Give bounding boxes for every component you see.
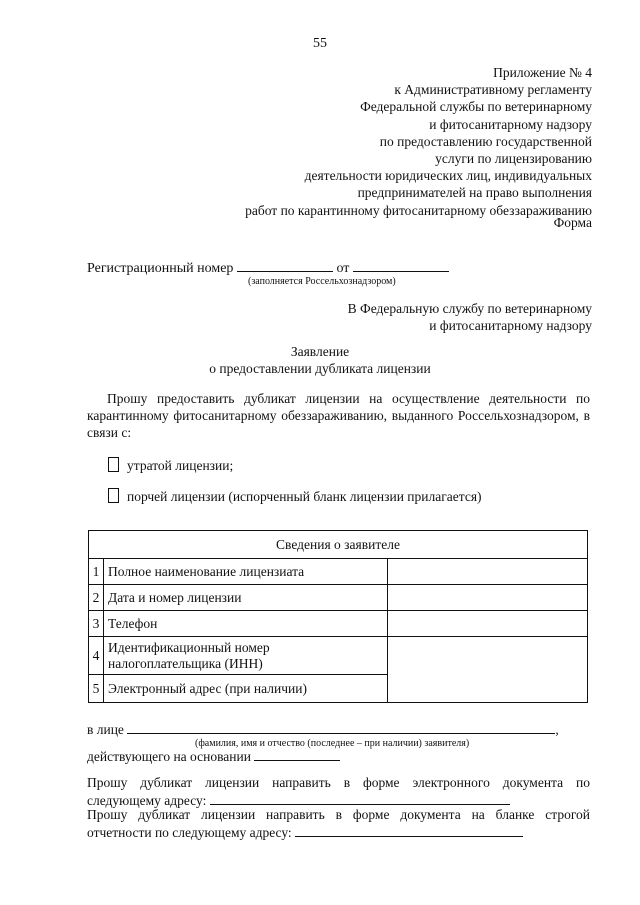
request-paragraph: Прошу предоставить дубликат лицензии на осуществление деятельности по карантинному фитосанитарному обеззараживанию, выданного Россельхознадзором, в связи с: (87, 391, 590, 440)
person-line (87, 720, 559, 738)
option-damaged-label: порчей лицензии (испорченный бланк лицензии прилагается) (127, 489, 482, 504)
paper-request (87, 807, 590, 841)
table-header: Сведения о заявителе (89, 531, 588, 559)
document-title (0, 343, 640, 377)
addressee (348, 300, 592, 334)
row-value-field[interactable] (388, 637, 588, 703)
registration-label: Регистрационный номер (87, 261, 234, 276)
option-lost (108, 457, 233, 474)
appendix-line: предпринимателей на право выполнения (357, 185, 592, 201)
table-row (89, 637, 588, 675)
registration-from-label: от (336, 261, 350, 276)
appendix-line: Федеральной службы по ветеринарному (360, 99, 592, 115)
page-number: 55 (313, 36, 327, 51)
paper-request-text: Прошу дубликат лицензии направить в форме документа на бланке строгой отчетности по следующему адресу: (87, 807, 590, 840)
table-row (89, 559, 588, 585)
registration-date-field[interactable] (353, 258, 449, 272)
row-value-field[interactable] (388, 585, 588, 611)
registration-number-field[interactable] (237, 258, 333, 272)
appendix-header (245, 64, 592, 219)
form-label: Форма (553, 215, 592, 230)
row-number: 1 (89, 559, 104, 585)
registration-line (87, 258, 449, 277)
option-damaged (108, 488, 482, 505)
checkbox-lost[interactable] (108, 457, 119, 472)
appendix-line: работ по карантинному фитосанитарному обеззараживанию (245, 202, 592, 218)
person-hint: (фамилия, имя и отчество (последнее – при наличии) заявителя) (195, 738, 470, 749)
title-line: о предоставлении дубликата лицензии (209, 361, 431, 376)
appendix-line: деятельности юридических лиц, индивидуальных (304, 168, 592, 184)
appendix-line: услуги по лицензированию (435, 151, 592, 167)
appendix-line: Приложение № 4 (493, 65, 592, 80)
row-number: 3 (89, 611, 104, 637)
table-row (89, 611, 588, 637)
appendix-line: по предоставлению государственной (379, 133, 592, 149)
row-value-field[interactable] (388, 611, 588, 637)
electronic-request-text: Прошу дубликат лицензии направить в форме электронного документа по следующему адресу: (87, 775, 590, 808)
checkbox-damaged[interactable] (108, 488, 119, 503)
row-number: 4 (89, 637, 104, 675)
registration-hint: (заполняется Россельхознадзором) (248, 276, 396, 287)
applicant-info-table (88, 530, 588, 703)
row-number: 5 (89, 675, 104, 703)
table-row (89, 585, 588, 611)
option-lost-label: утратой лицензии; (127, 458, 234, 473)
row-number: 2 (89, 585, 104, 611)
row-label: Электронный адрес (при наличии) (104, 675, 388, 703)
addressee-line: В Федеральную службу по ветеринарному (347, 301, 592, 316)
electronic-request (87, 775, 590, 809)
basis-label: действующего на основании (87, 749, 251, 764)
electronic-address-field[interactable] (210, 791, 510, 805)
row-label: Телефон (104, 611, 388, 637)
appendix-line: и фитосанитарному надзору (429, 116, 592, 132)
row-label: Полное наименование лицензиата (104, 559, 388, 585)
row-label: Дата и номер лицензии (104, 585, 388, 611)
addressee-line: и фитосанитарному надзору (429, 318, 592, 333)
person-comma: , (555, 722, 559, 737)
row-value-field[interactable] (388, 559, 588, 585)
appendix-line: к Административному регламенту (394, 82, 592, 98)
person-name-field[interactable] (127, 720, 555, 734)
person-label: в лице (87, 722, 124, 737)
basis-line (87, 747, 340, 765)
title-line: Заявление (290, 344, 350, 359)
basis-field[interactable] (254, 747, 340, 761)
row-label: Идентификационный номер налогоплательщика (ИНН) (104, 637, 388, 675)
paper-address-field[interactable] (295, 823, 523, 837)
